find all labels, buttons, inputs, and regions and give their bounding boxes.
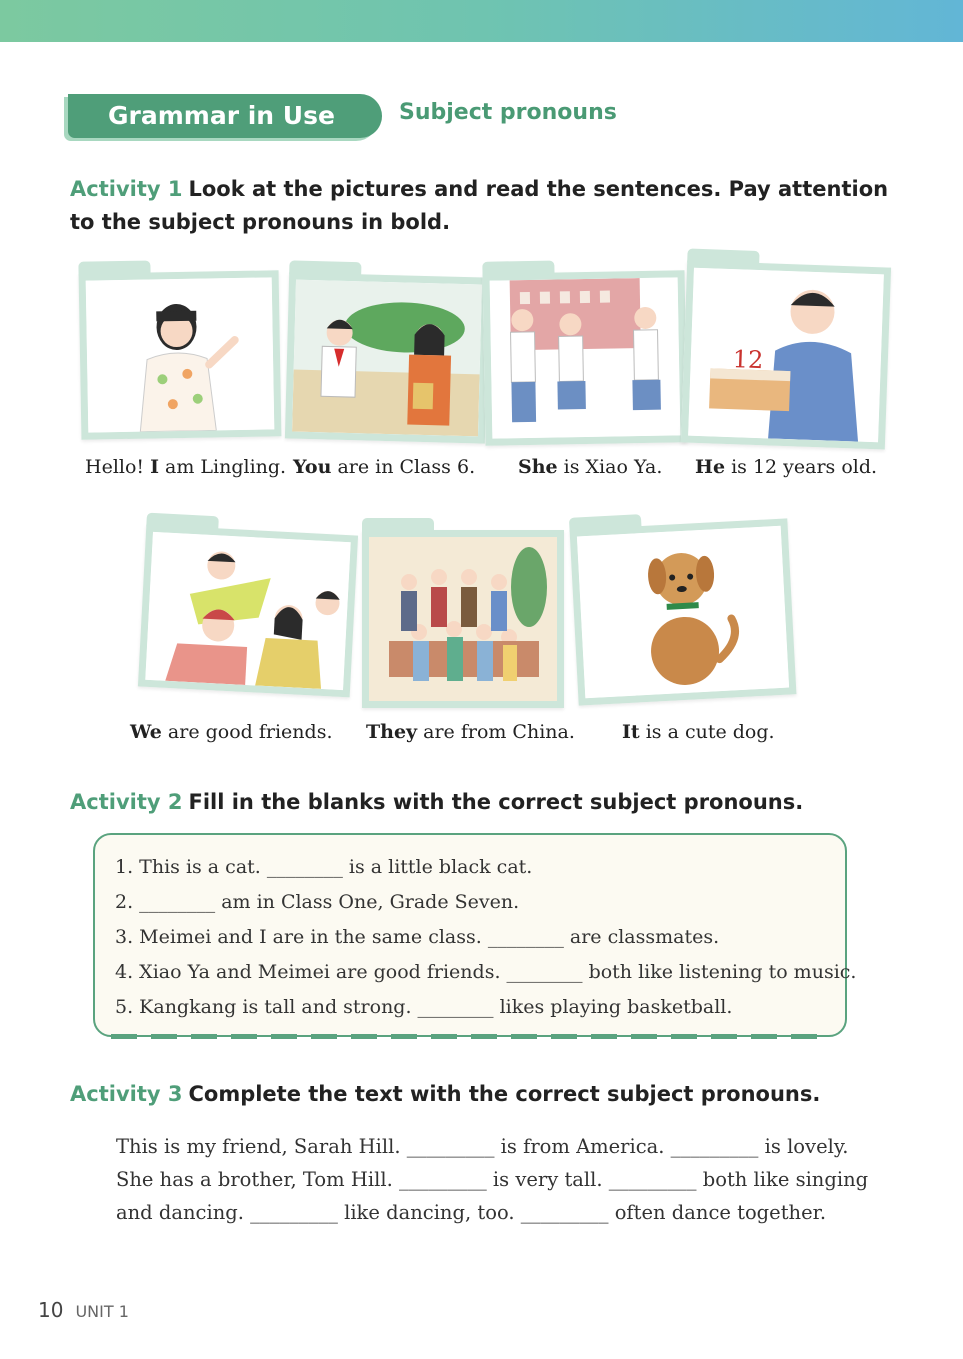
activity3-instruction: Complete the text with the correct subject pronouns. bbox=[188, 1082, 821, 1106]
section-subtitle: Subject pronouns bbox=[399, 100, 617, 125]
page-footer bbox=[38, 1298, 129, 1322]
activity3-heading bbox=[70, 1078, 890, 1111]
picture-birthday bbox=[681, 260, 891, 449]
girl-waving-illustration bbox=[86, 277, 275, 432]
cake-number: 12 bbox=[732, 345, 764, 375]
caption-1: Hello! I am Lingling. bbox=[85, 456, 287, 478]
fill-item-3: 3. Meimei and I are in the same class. ________ are classmates. bbox=[115, 926, 720, 948]
picture-friends bbox=[138, 525, 358, 698]
three-students-illustration bbox=[490, 277, 681, 438]
fill-item-4: 4. Xiao Ya and Meimei are good friends. ________ both like listening to music. bbox=[115, 961, 857, 983]
activity2-instruction: Fill in the blanks with the correct subject pronouns. bbox=[188, 790, 804, 814]
picture-xiao-ya bbox=[483, 270, 688, 445]
picture-lingling bbox=[79, 270, 282, 439]
page-number: 10 bbox=[38, 1298, 64, 1322]
activity1-heading bbox=[70, 173, 890, 239]
activity3-label: Activity 3 bbox=[70, 1082, 183, 1106]
caption-2: You are in Class 6. bbox=[293, 456, 476, 478]
fill-item-1: 1. This is a cat. ________ is a little black cat. bbox=[115, 856, 533, 878]
family-portrait-illustration bbox=[369, 537, 557, 701]
activity1-instruction: Look at the pictures and read the sentences. Pay attention to the subject pronouns in bold. bbox=[70, 177, 889, 234]
activity1-label: Activity 1 bbox=[70, 177, 183, 201]
top-color-band bbox=[0, 0, 963, 42]
activity2-label: Activity 2 bbox=[70, 790, 183, 814]
text-line-1: This is my friend, Sarah Hill. _________ is from America. _________ is lovely. bbox=[116, 1135, 849, 1158]
picture-dog bbox=[570, 518, 797, 705]
caption-7: It is a cute dog. bbox=[622, 721, 775, 743]
fill-in-blanks-box bbox=[93, 833, 857, 1037]
caption-6: They are from China. bbox=[366, 721, 575, 743]
grammar-in-use-badge bbox=[68, 94, 382, 138]
dog-illustration bbox=[577, 526, 789, 698]
picture-family bbox=[362, 530, 564, 708]
text-line-3: and dancing. _________ like dancing, too. _________ often dance together. bbox=[116, 1201, 827, 1224]
caption-3: She is Xiao Ya. bbox=[518, 456, 663, 478]
fill-item-5: 5. Kangkang is tall and strong. ________ likes playing basketball. bbox=[115, 996, 733, 1018]
boy-with-cake-illustration bbox=[688, 268, 884, 443]
text-line-2: She has a brother, Tom Hill. _________ is very tall. _________ both like singing bbox=[116, 1168, 869, 1191]
badge-title: Grammar in Use bbox=[108, 101, 335, 130]
picture-class6 bbox=[285, 272, 489, 443]
teacher-and-student-illustration bbox=[292, 280, 482, 437]
unit-label: UNIT 1 bbox=[75, 1302, 129, 1321]
caption-5: We are good friends. bbox=[130, 721, 333, 743]
caption-4: He is 12 years old. bbox=[695, 456, 878, 478]
group-of-friends-illustration bbox=[145, 532, 350, 690]
activity2-heading bbox=[70, 786, 890, 819]
fill-item-2: 2. ________ am in Class One, Grade Seven. bbox=[115, 891, 520, 913]
